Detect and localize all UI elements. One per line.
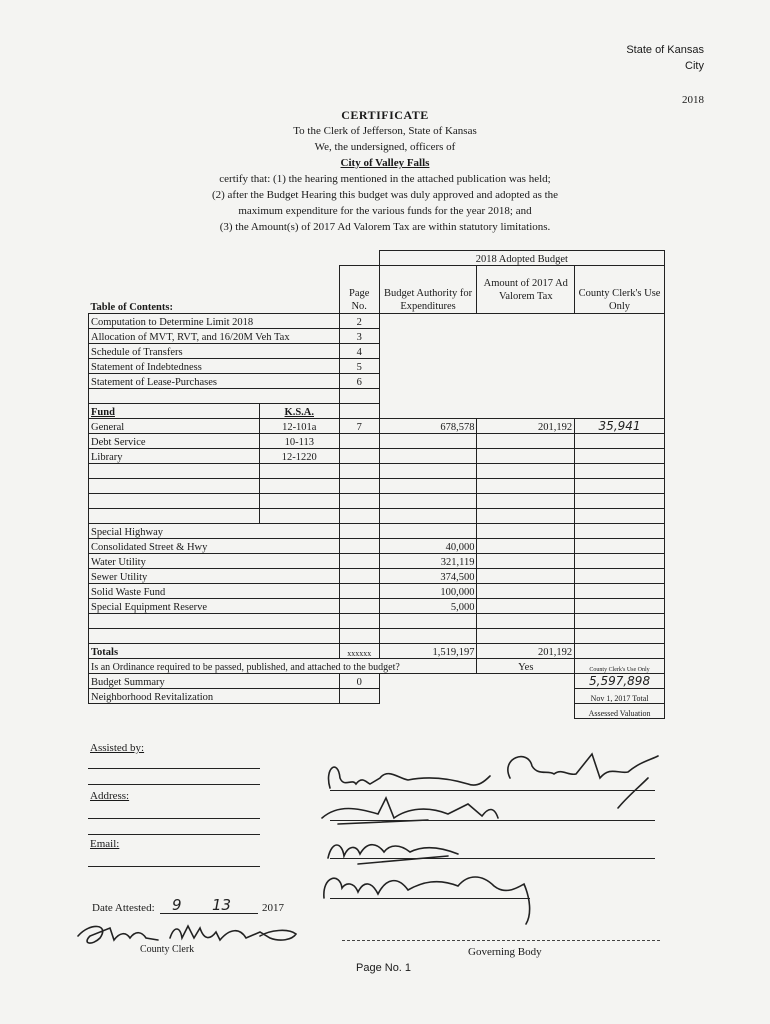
cert-line-5: maximum expenditure for the various funds for the year 2018; and xyxy=(238,205,532,217)
ordinance-answer: Yes xyxy=(477,659,575,674)
date-month: 9 xyxy=(172,896,182,914)
fund-name-cell: Debt Service xyxy=(89,434,260,449)
assisted-by-line xyxy=(88,768,260,769)
fund-ksa-cell: 12-1220 xyxy=(259,449,339,464)
cert-line-2: We, the undersigned, officers of xyxy=(314,141,456,153)
other-fund-row xyxy=(89,539,665,554)
address-line xyxy=(88,818,260,819)
cert-line-4: (2) after the Budget Hearing this budget was duly approved and adopted as the xyxy=(211,189,559,201)
other-fund-name: Special Equipment Reserve xyxy=(89,599,340,614)
toc-label-cell: Computation to Determine Limit 2018 xyxy=(89,314,340,329)
toc-page-cell: 4 xyxy=(339,344,379,359)
toc-label-cell: Statement of Lease-Purchases xyxy=(89,374,340,389)
page-no-header: Page No. xyxy=(339,266,379,314)
toc-row xyxy=(89,374,665,389)
county-use-small: County Clerk's Use Only xyxy=(575,659,665,674)
other-fund-budget: 5,000 xyxy=(379,599,477,614)
toc-page-cell: 2 xyxy=(339,314,379,329)
budget-summary-label: Budget Summary xyxy=(89,674,340,689)
date-year: 2017 xyxy=(262,902,284,914)
other-fund-name: Sewer Utility xyxy=(89,569,340,584)
budget-table xyxy=(88,250,665,719)
fund-ksa-cell: 10-113 xyxy=(259,434,339,449)
budget-year: 2018 xyxy=(682,94,704,106)
toc-page-cell: 3 xyxy=(339,329,379,344)
fund-tax-cell: 201,192 xyxy=(477,419,575,434)
governing-body-signatures xyxy=(318,748,668,928)
cert-line-6: (3) the Amount(s) of 2017 Ad Valorem Tax are within statutory limitations. xyxy=(219,221,551,233)
city-name: City of Valley Falls xyxy=(340,157,430,169)
other-fund-row xyxy=(89,584,665,599)
address-line-2 xyxy=(88,834,260,835)
toc-row xyxy=(89,359,665,374)
fund-county-cell: 35,941 xyxy=(575,419,665,434)
county-use-header: County Clerk's Use Only xyxy=(575,266,665,314)
budget-summary-page: 0 xyxy=(339,674,379,689)
other-fund-row xyxy=(89,554,665,569)
assisted-by-label: Assisted by: xyxy=(90,742,145,754)
fund-row xyxy=(89,449,665,464)
assisted-by-line-2 xyxy=(88,784,260,785)
toc-label-cell: Statement of Indebtedness xyxy=(89,359,340,374)
other-fund-budget: 100,000 xyxy=(379,584,477,599)
county-clerk-label: County Clerk xyxy=(140,944,195,955)
toc-page-cell: 6 xyxy=(339,374,379,389)
cert-line-3: certify that: (1) the hearing mentioned in the attached publication was held; xyxy=(219,173,551,185)
other-fund-name: Special Highway xyxy=(89,524,340,539)
other-fund-row xyxy=(89,524,665,539)
fund-ksa-cell: 12-101a xyxy=(259,419,339,434)
toc-row xyxy=(89,314,665,329)
assessed-valuation-value: 5,597,898 xyxy=(575,674,665,689)
totals-page: xxxxxx xyxy=(339,644,379,659)
neighborhood-label: Neighborhood Revitalization xyxy=(89,689,340,704)
other-fund-row xyxy=(89,599,665,614)
other-fund-budget: 374,500 xyxy=(379,569,477,584)
other-fund-name: Water Utility xyxy=(89,554,340,569)
certificate-title: CERTIFICATE xyxy=(341,108,429,122)
ordinance-question: Is an Ordinance required to be passed, published, and attached to the budget? xyxy=(89,659,477,674)
toc-label: Table of Contents: xyxy=(89,266,340,314)
city-type-label: City xyxy=(685,60,704,72)
email-label: Email: xyxy=(90,838,120,850)
other-fund-budget: 321,119 xyxy=(379,554,477,569)
date-day: 13 xyxy=(212,896,232,914)
state-label: State of Kansas xyxy=(626,44,704,56)
toc-row xyxy=(89,329,665,344)
governing-body-label: Governing Body xyxy=(468,946,542,958)
fund-row xyxy=(89,419,665,434)
other-fund-row xyxy=(89,569,665,584)
date-attested-label: Date Attested: xyxy=(92,902,155,914)
email-line xyxy=(88,866,260,867)
fund-page-cell: 7 xyxy=(339,419,379,434)
totals-row xyxy=(89,644,665,659)
totals-label: Totals xyxy=(89,644,340,659)
fund-budget-cell: 678,578 xyxy=(379,419,477,434)
page-number: Page No. 1 xyxy=(356,962,412,974)
toc-label-cell: Schedule of Transfers xyxy=(89,344,340,359)
address-label: Address: xyxy=(90,790,130,802)
ad-valorem-header: Amount of 2017 Ad Valorem Tax xyxy=(477,266,575,314)
totals-budget: 1,519,197 xyxy=(379,644,477,659)
other-fund-budget: 40,000 xyxy=(379,539,477,554)
budget-authority-header: Budget Authority for Expenditures xyxy=(379,266,477,314)
totals-tax: 201,192 xyxy=(477,644,575,659)
toc-row xyxy=(89,344,665,359)
valuation-note-1: Nov 1, 2017 Total xyxy=(575,689,665,704)
toc-label-cell: Allocation of MVT, RVT, and 16/20M Veh Tax xyxy=(89,329,340,344)
fund-label: Fund xyxy=(89,404,260,419)
other-fund-name: Consolidated Street & Hwy xyxy=(89,539,340,554)
cert-line-1: To the Clerk of Jefferson, State of Kansas xyxy=(293,125,477,137)
valuation-note-2: Assessed Valuation xyxy=(575,704,665,719)
adopted-budget-header: 2018 Adopted Budget xyxy=(379,251,664,266)
toc-page-cell: 5 xyxy=(339,359,379,374)
other-fund-name: Solid Waste Fund xyxy=(89,584,340,599)
fund-name-cell: Library xyxy=(89,449,260,464)
ksa-label: K.S.A. xyxy=(259,404,339,419)
signature-line-5 xyxy=(342,940,660,941)
fund-name-cell: General xyxy=(89,419,260,434)
fund-row xyxy=(89,434,665,449)
